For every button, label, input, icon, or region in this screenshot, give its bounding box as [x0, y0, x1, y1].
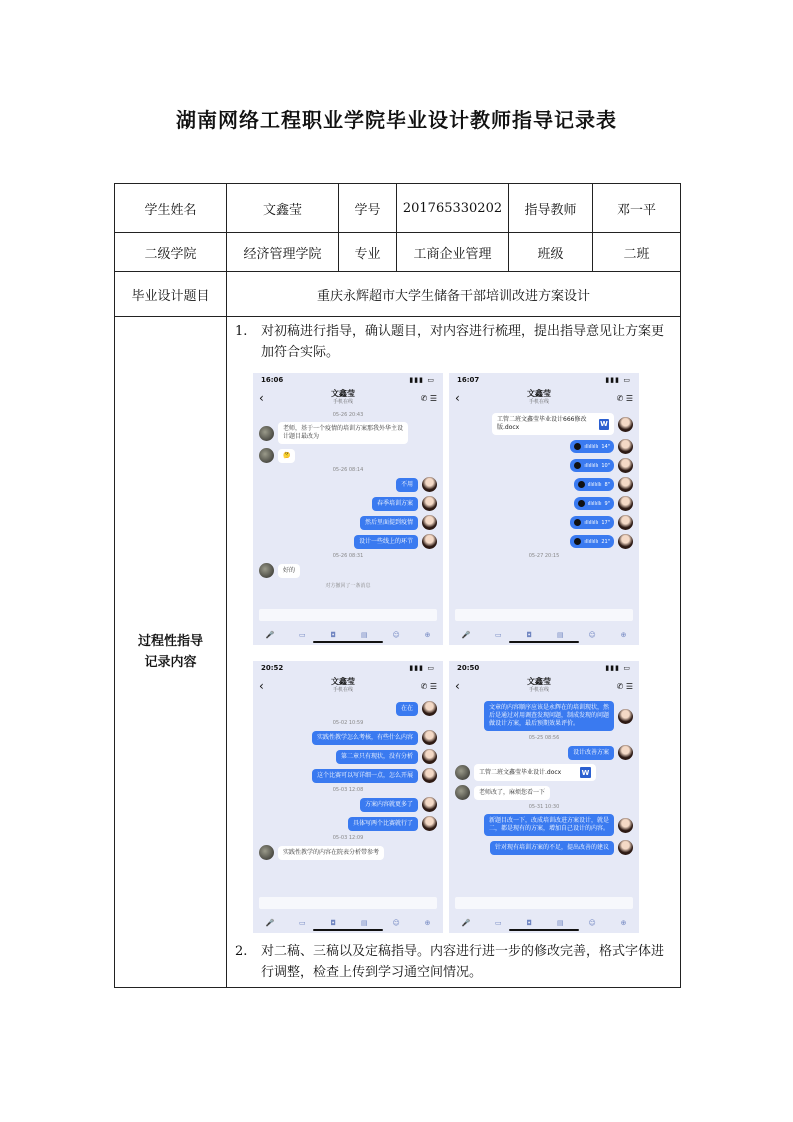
class-value: 二班 — [593, 233, 681, 272]
status-time: 20:52 — [261, 664, 284, 672]
status-time: 16:06 — [261, 376, 284, 384]
waveform-icon: ıllıllıllı — [584, 538, 599, 545]
play-icon — [574, 462, 581, 469]
home-indicator — [313, 929, 383, 931]
message-bubble: 好的 — [278, 564, 300, 578]
waveform-icon: ıllıllıllı — [584, 519, 599, 526]
message-bubble: 实践性教学怎么考核，有些什么内容 — [312, 731, 418, 745]
message-row — [259, 730, 437, 745]
timestamp: 05-26 20:43 — [332, 412, 364, 418]
message-bubble: 针对现有培训方案的不足，提出改善的建议 — [490, 841, 614, 855]
voice-duration: 8" — [604, 481, 610, 488]
chat-toolbar — [449, 631, 639, 639]
contact-name: 文鑫莹 手机在线 — [271, 677, 415, 695]
file-name: 工管二班文鑫莹毕业设计.docx — [479, 768, 562, 776]
message-bubble: 设计改善方案 — [568, 746, 614, 760]
voice-message — [574, 497, 614, 510]
message-row — [259, 534, 437, 549]
contact-name: 文鑫莹 手机在线 — [271, 389, 415, 407]
voice-message — [570, 459, 614, 472]
page-title: 湖南网络工程职业学院毕业设计教师指导记录表 — [176, 108, 617, 132]
chat-header — [253, 675, 443, 697]
message-row — [455, 477, 633, 492]
waveform-icon: ıllıllıllı — [584, 462, 599, 469]
chat-header — [449, 387, 639, 409]
message-row — [455, 458, 633, 473]
avatar — [422, 730, 437, 745]
timestamp: 05-26 08:31 — [332, 553, 364, 559]
voice-duration: 17" — [601, 519, 610, 526]
chat-toolbar — [449, 919, 639, 927]
message-row — [455, 764, 633, 781]
image-icon: ▭ — [299, 919, 306, 927]
avatar — [618, 534, 633, 549]
avatar — [618, 458, 633, 473]
back-icon: ‹ — [455, 391, 460, 405]
word-doc-icon: W — [581, 768, 590, 777]
message-row — [455, 785, 633, 800]
major-value: 工商企业管理 — [397, 233, 509, 272]
message-row — [455, 840, 633, 855]
avatar — [618, 745, 633, 760]
contact-name: 文鑫莹 手机在线 — [467, 677, 611, 695]
message-row — [455, 745, 633, 760]
waveform-icon: ıllıllıllı — [584, 443, 599, 450]
message-list — [449, 413, 639, 559]
screenshot-grid — [253, 373, 674, 933]
emoji-icon: ☺ — [392, 919, 400, 927]
home-indicator — [509, 641, 579, 643]
message-row — [259, 515, 437, 530]
avatar — [455, 785, 470, 800]
major-label: 专业 — [339, 233, 397, 272]
timestamp: 05-02 10:59 — [332, 720, 364, 726]
message-bubble: 老师，基于一个疫情的培训方案那我外华主设计题目最改为 — [278, 422, 408, 444]
avatar — [422, 749, 437, 764]
message-row — [259, 768, 437, 783]
emoji-icon: ☺ — [392, 631, 400, 639]
contact-name: 文鑫莹 手机在线 — [467, 389, 611, 407]
item-number: 1. — [235, 324, 248, 339]
status-bar — [449, 661, 639, 675]
message-row — [455, 515, 633, 530]
avatar — [618, 709, 633, 724]
avatar — [259, 845, 274, 860]
chat-screenshot — [449, 661, 639, 933]
folder-icon: ▤ — [556, 919, 564, 927]
item-text: 对二稿、三稿以及定稿指导。内容进行进一步的修改完善，格式字体进行调整，检查上传到学习通空间情况。 — [261, 944, 665, 980]
student-id-value: 201765330202 — [397, 184, 509, 233]
message-row — [455, 413, 633, 435]
plus-icon: ⊕ — [424, 919, 431, 927]
message-bubble: 新题目改一下，改成培训改进方案设计，就是二，都是现有的方案，增加自己设计的内容。 — [484, 814, 614, 836]
image-icon: ▭ — [495, 631, 502, 639]
message-row — [455, 701, 633, 731]
avatar — [618, 496, 633, 511]
timestamp: 05-26 08:14 — [332, 467, 364, 473]
image-icon: ▭ — [299, 631, 306, 639]
message-list — [449, 701, 639, 855]
teacher-value: 邓一平 — [593, 184, 681, 233]
status-bar — [253, 661, 443, 675]
plus-icon: ⊕ — [424, 631, 431, 639]
file-bubble — [474, 764, 596, 781]
emoji-icon: ☺ — [588, 631, 596, 639]
mic-icon: 🎤 — [461, 631, 471, 639]
message-input — [455, 897, 633, 909]
waveform-icon: ıllıllıllı — [587, 500, 602, 507]
timestamp: 05-27 20:15 — [528, 553, 560, 559]
avatar — [618, 477, 633, 492]
chat-toolbar — [253, 919, 443, 927]
topic-label: 毕业设计题目 — [115, 272, 227, 317]
message-bubble: 方案内容就更多了 — [360, 798, 418, 812]
camera-icon: ◘ — [526, 631, 533, 639]
avatar — [618, 840, 633, 855]
back-icon: ‹ — [455, 679, 460, 693]
chat-screenshot — [253, 373, 443, 645]
message-bubble: 第二章只有现状，没有分析 — [336, 750, 418, 764]
contact-status: 手机在线 — [528, 399, 549, 405]
message-row — [455, 496, 633, 511]
class-label: 班级 — [509, 233, 593, 272]
call-menu-icon: ✆ ☰ — [420, 393, 437, 403]
avatar — [618, 417, 633, 432]
play-icon — [578, 500, 585, 507]
message-row — [259, 496, 437, 511]
play-icon — [574, 538, 581, 545]
avatar — [422, 797, 437, 812]
voice-message — [570, 516, 614, 529]
camera-icon: ◘ — [330, 631, 337, 639]
message-row — [259, 816, 437, 831]
voice-message — [570, 440, 614, 453]
mic-icon: 🎤 — [461, 919, 471, 927]
message-bubble: 文章的内容顺序应该是永辉在的培训现状，然后是通过对用调查发现问题，制成发现的问题做设计方案，最后预期效果评价。 — [484, 701, 614, 731]
voice-duration: 10" — [601, 462, 610, 469]
file-bubble — [492, 413, 614, 435]
message-input — [259, 609, 437, 621]
message-row — [455, 439, 633, 454]
mic-icon: 🎤 — [265, 919, 275, 927]
voice-message — [574, 478, 614, 491]
college-label: 二级学院 — [115, 233, 227, 272]
camera-icon: ◘ — [330, 919, 337, 927]
call-menu-icon: ✆ ☰ — [616, 393, 633, 403]
message-bubble: 具体写两个比赛就行了 — [348, 817, 418, 831]
voice-duration: 21" — [601, 538, 610, 545]
timestamp: 05-03 12:09 — [332, 835, 364, 841]
chat-screenshot — [253, 661, 443, 933]
message-bubble: 春季培训方案 — [372, 497, 418, 511]
home-indicator — [509, 929, 579, 931]
topic-value: 重庆永辉超市大学生储备干部培训改进方案设计 — [227, 272, 681, 317]
message-row — [259, 701, 437, 716]
message-row — [259, 845, 437, 860]
waveform-icon: ıllıllıllı — [587, 481, 602, 488]
signal-icon: ▮▮▮ ▭ — [409, 664, 435, 672]
message-bubble: 然后里面提到疫情 — [360, 516, 418, 530]
status-time: 20:50 — [457, 664, 480, 672]
avatar — [259, 448, 274, 463]
message-bubble: 这个比赛可以写详细一点，怎么开展 — [312, 769, 418, 783]
voice-duration: 14" — [601, 443, 610, 450]
contact-status: 手机在线 — [528, 687, 549, 693]
contact-status: 手机在线 — [332, 687, 353, 693]
play-icon — [574, 443, 581, 450]
mic-icon: 🎤 — [265, 631, 275, 639]
guidance-item-2 — [233, 941, 674, 983]
emoji-icon: ☺ — [588, 919, 596, 927]
play-icon — [578, 481, 585, 488]
avatar — [422, 477, 437, 492]
student-name-value: 文鑫莹 — [227, 184, 339, 233]
avatar — [259, 426, 274, 441]
message-bubble: 🤔 — [278, 449, 295, 463]
message-bubble: 老师改了，麻烦您看一下 — [474, 786, 550, 800]
message-bubble: 设计一些线上的环节 — [354, 535, 418, 549]
message-list — [253, 412, 443, 589]
home-indicator — [313, 641, 383, 643]
message-row — [455, 534, 633, 549]
process-label-text: 过程性指导记录内容 — [137, 634, 203, 670]
avatar — [259, 563, 274, 578]
voice-duration: 9" — [604, 500, 610, 507]
avatar — [422, 768, 437, 783]
signal-icon: ▮▮▮ ▭ — [605, 664, 631, 672]
avatar — [422, 496, 437, 511]
folder-icon: ▤ — [556, 631, 564, 639]
status-time: 16:07 — [457, 376, 480, 384]
plus-icon: ⊕ — [620, 631, 627, 639]
avatar — [422, 515, 437, 530]
avatar — [618, 515, 633, 530]
signal-icon: ▮▮▮ ▭ — [409, 376, 435, 384]
message-row — [259, 563, 437, 578]
message-row — [259, 448, 437, 463]
process-label — [115, 317, 227, 988]
call-menu-icon: ✆ ☰ — [420, 681, 437, 691]
message-row — [259, 477, 437, 492]
college-value: 经济管理学院 — [227, 233, 339, 272]
timestamp: 05-03 12:08 — [332, 787, 364, 793]
back-icon: ‹ — [259, 679, 264, 693]
camera-icon: ◘ — [526, 919, 533, 927]
avatar — [455, 765, 470, 780]
message-input — [259, 897, 437, 909]
record-table — [114, 183, 681, 988]
item-number: 2. — [235, 944, 248, 959]
call-menu-icon: ✆ ☰ — [616, 681, 633, 691]
image-icon: ▭ — [495, 919, 502, 927]
message-bubble: 不用 — [396, 478, 418, 492]
student-id-label: 学号 — [339, 184, 397, 233]
message-row — [259, 749, 437, 764]
play-icon — [574, 519, 581, 526]
file-name: 工管二班文鑫莹毕业设计666修改版.docx — [497, 416, 587, 431]
avatar — [422, 701, 437, 716]
chat-screenshot — [449, 373, 639, 645]
item-text: 对初稿进行指导，确认题目，对内容进行梳理，提出指导意见让方案更加符合实际。 — [261, 324, 665, 360]
avatar — [422, 816, 437, 831]
word-doc-icon: W — [600, 420, 608, 428]
chat-header — [253, 387, 443, 409]
message-bubble: 在在 — [396, 702, 418, 716]
avatar — [618, 439, 633, 454]
folder-icon: ▤ — [360, 919, 368, 927]
plus-icon: ⊕ — [620, 919, 627, 927]
chat-toolbar — [253, 631, 443, 639]
teacher-label: 指导教师 — [509, 184, 593, 233]
message-row — [259, 797, 437, 812]
guidance-item-1 — [233, 321, 674, 363]
timestamp: 05-25 08:56 — [528, 735, 560, 741]
avatar — [618, 818, 633, 833]
avatar — [422, 534, 437, 549]
back-icon: ‹ — [259, 391, 264, 405]
voice-message — [570, 535, 614, 548]
signal-icon: ▮▮▮ ▭ — [605, 376, 631, 384]
contact-status: 手机在线 — [332, 399, 353, 405]
timestamp: 05-31 10:30 — [528, 804, 560, 810]
message-list — [253, 701, 443, 860]
status-bar — [449, 373, 639, 387]
timestamp: 对方撤回了一条消息 — [325, 583, 371, 589]
message-row — [455, 814, 633, 836]
chat-header — [449, 675, 639, 697]
process-content — [227, 317, 681, 988]
status-bar — [253, 373, 443, 387]
student-name-label: 学生姓名 — [115, 184, 227, 233]
message-bubble: 实践性教学的内容在院表分析带参考 — [278, 846, 384, 860]
folder-icon: ▤ — [360, 631, 368, 639]
message-input — [455, 609, 633, 621]
message-row — [259, 422, 437, 444]
